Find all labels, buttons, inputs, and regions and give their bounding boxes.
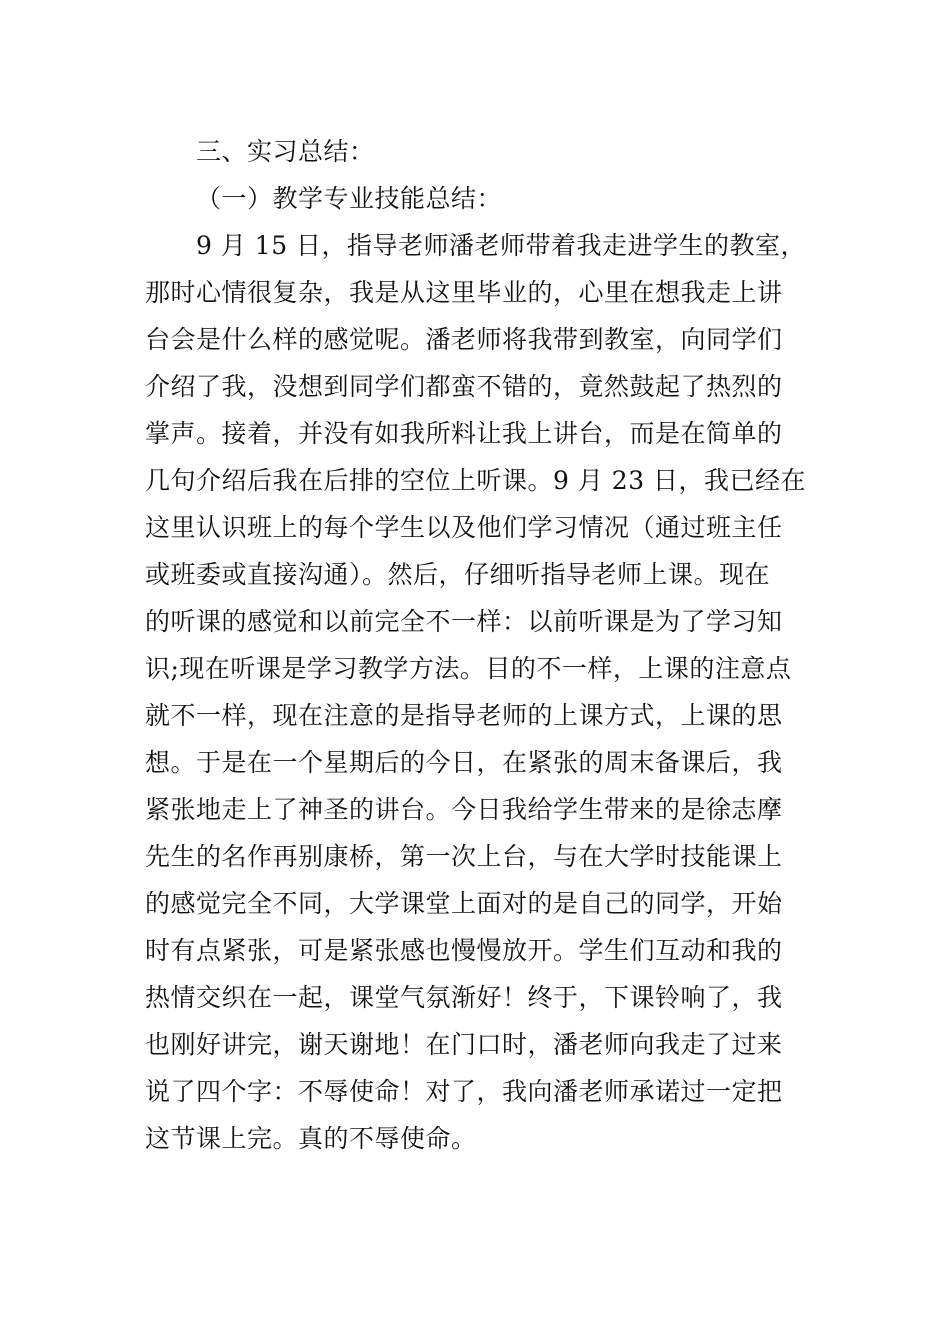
paragraph-line: 识;现在听课是学习教学方法。目的不一样，上课的注意点 <box>145 654 792 683</box>
paragraph-line: 就不一样，现在注意的是指导老师的上课方式，上课的思 <box>145 701 783 730</box>
subsection-heading: （一）教学专业技能总结： <box>196 184 503 213</box>
paragraph-line: 台会是什么样的感觉呢。潘老师将我带到教室，向同学们 <box>145 325 783 354</box>
paragraph-line: 这节课上完。真的不辱使命。 <box>145 1124 477 1153</box>
paragraph-line: 介绍了我，没想到同学们都蛮不错的，竟然鼓起了热烈的 <box>145 372 783 401</box>
paragraph-line: 想。于是在一个星期后的今日，在紧张的周末备课后，我 <box>145 748 783 777</box>
paragraph-line: 这里认识班上的每个学生以及他们学习情况（通过班主任 <box>145 513 783 542</box>
paragraph-line: 时有点紧张，可是紧张感也慢慢放开。学生们互动和我的 <box>145 936 783 965</box>
paragraph-line: 的感觉完全不同，大学课堂上面对的是自己的同学，开始 <box>145 889 783 918</box>
paragraph-line: 或班委或直接沟通）。然后，仔细听指导老师上课。现在 <box>145 560 771 589</box>
paragraph-line: 也刚好讲完，谢天谢地！在门口时，潘老师向我走了过来 <box>145 1030 783 1059</box>
paragraph-line: 9 月 15 日，指导老师潘老师带着我走进学生的教室， <box>196 231 807 260</box>
paragraph-line: 那时心情很复杂，我是从这里毕业的，心里在想我走上讲 <box>145 278 783 307</box>
section-heading: 三、实习总结： <box>196 137 375 166</box>
paragraph-line: 紧张地走上了神圣的讲台。今日我给学生带来的是徐志摩 <box>145 795 783 824</box>
paragraph-line: 说了四个字：不辱使命！对了，我向潘老师承诺过一定把 <box>145 1077 783 1106</box>
paragraph-line: 掌声。接着，并没有如我所料让我上讲台，而是在简单的 <box>145 419 783 448</box>
paragraph-line: 热情交织在一起，课堂气氛渐好！终于，下课铃响了，我 <box>145 983 783 1012</box>
paragraph-line: 几句介绍后我在后排的空位上听课。9 月 23 日，我已经在 <box>145 466 807 495</box>
paragraph-line: 的听课的感觉和以前完全不一样：以前听课是为了学习知 <box>145 607 783 636</box>
paragraph-line: 先生的名作再别康桥，第一次上台，与在大学时技能课上 <box>145 842 783 871</box>
